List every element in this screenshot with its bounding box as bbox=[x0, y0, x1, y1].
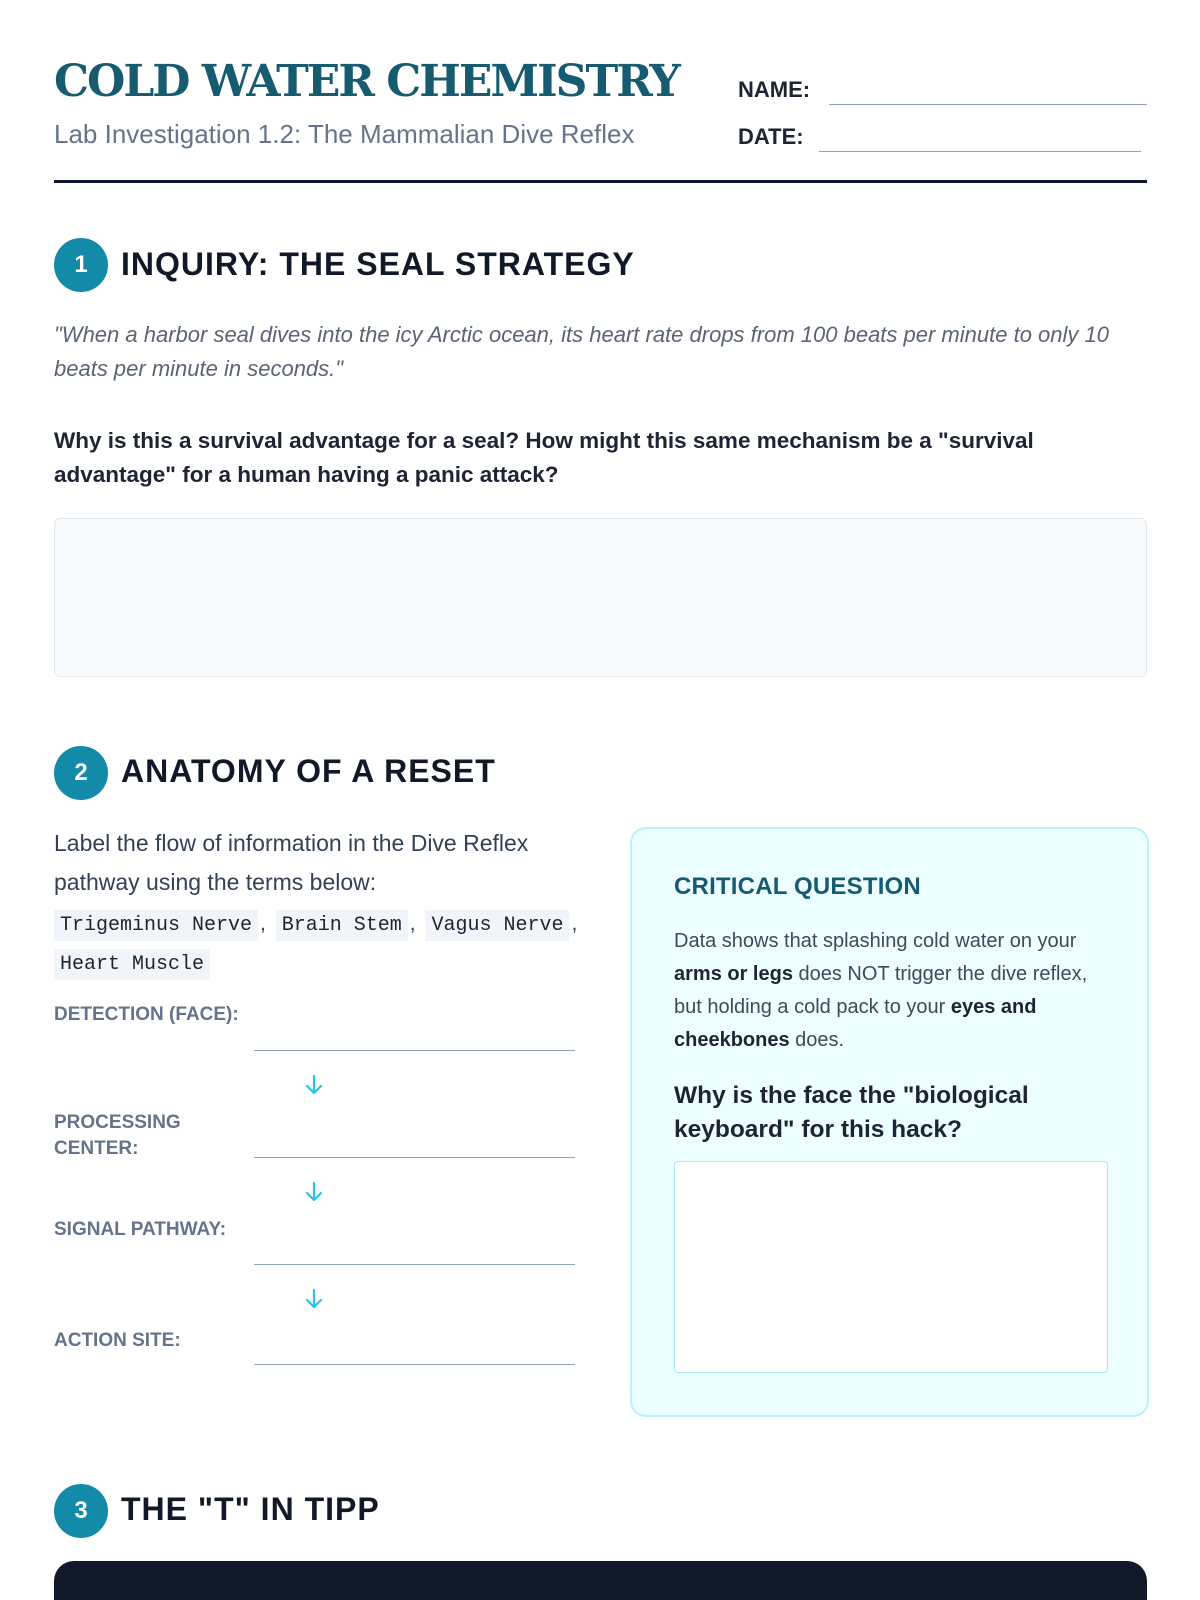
section-3-badge: 3 bbox=[54, 1484, 108, 1538]
critical-question-title: CRITICAL QUESTION bbox=[674, 873, 921, 900]
term-trigeminus-nerve: Trigeminus Nerve bbox=[54, 910, 258, 941]
section-1-question: Why is this a survival advantage for a seal? How might this same mechanism be a "survival advantage" for a human having a panic attack? bbox=[54, 428, 1034, 487]
term-separator: , bbox=[409, 912, 416, 935]
term-heart-muscle: Heart Muscle bbox=[54, 949, 210, 980]
header-divider bbox=[54, 180, 1147, 183]
term-vagus-nerve: Vagus Nerve bbox=[425, 910, 569, 941]
section-1-answer-box[interactable] bbox=[54, 518, 1147, 677]
arrow-down-icon bbox=[302, 1287, 326, 1311]
critical-question-card bbox=[630, 827, 1149, 1417]
name-field[interactable] bbox=[829, 104, 1147, 105]
critical-question-prompt: Why is the face the "biological keyboard" for this hack? bbox=[674, 1082, 1029, 1143]
term-bank bbox=[54, 905, 594, 983]
name-label: NAME: bbox=[738, 77, 811, 102]
flow-blank-processing[interactable] bbox=[254, 1157, 575, 1158]
section-1-title: INQUIRY: THE SEAL STRATEGY bbox=[121, 246, 635, 282]
flow-blank-detection[interactable] bbox=[254, 1050, 575, 1051]
flow-label-processing: PROCESSING CENTER: bbox=[54, 1112, 181, 1159]
section-2-title: ANATOMY OF A RESET bbox=[121, 753, 496, 789]
date-field[interactable] bbox=[819, 151, 1141, 152]
term-separator: , bbox=[260, 912, 266, 935]
critical-question-body: Data shows that splashing cold water on your arms or legs does NOT trigger the dive reflex, but holding a cold pack to your eyes and cheekbones does. bbox=[674, 930, 1088, 1051]
critical-answer-box[interactable] bbox=[674, 1161, 1108, 1373]
flow-label-detection: DETECTION (FACE): bbox=[54, 1004, 239, 1025]
flow-label-action: ACTION SITE: bbox=[54, 1330, 181, 1351]
flow-label-signal: SIGNAL PATHWAY: bbox=[54, 1219, 227, 1240]
section-3-panel bbox=[54, 1561, 1147, 1600]
arrow-down-icon bbox=[302, 1180, 326, 1204]
worksheet-subtitle: Lab Investigation 1.2: The Mammalian Dive Reflex bbox=[54, 119, 635, 149]
date-label: DATE: bbox=[738, 124, 804, 149]
term-separator: , bbox=[571, 912, 578, 935]
arrow-down-icon bbox=[302, 1073, 326, 1097]
section-2-badge: 2 bbox=[54, 746, 108, 800]
section-3-title: THE "T" IN TIPP bbox=[121, 1491, 380, 1527]
flow-blank-action[interactable] bbox=[254, 1364, 575, 1365]
term-brain-stem: Brain Stem bbox=[276, 910, 408, 941]
pathway-instructions: Label the flow of information in the Dive Reflex pathway using the terms below: bbox=[54, 830, 529, 895]
seal-quote: "When a harbor seal dives into the icy Arctic ocean, its heart rate drops from 100 beats per minute to only 10 beats per minute in seconds." bbox=[54, 322, 1109, 381]
section-1-badge: 1 bbox=[54, 238, 108, 292]
worksheet-title: COLD WATER CHEMISTRY bbox=[54, 56, 679, 107]
flow-blank-signal[interactable] bbox=[254, 1264, 575, 1265]
